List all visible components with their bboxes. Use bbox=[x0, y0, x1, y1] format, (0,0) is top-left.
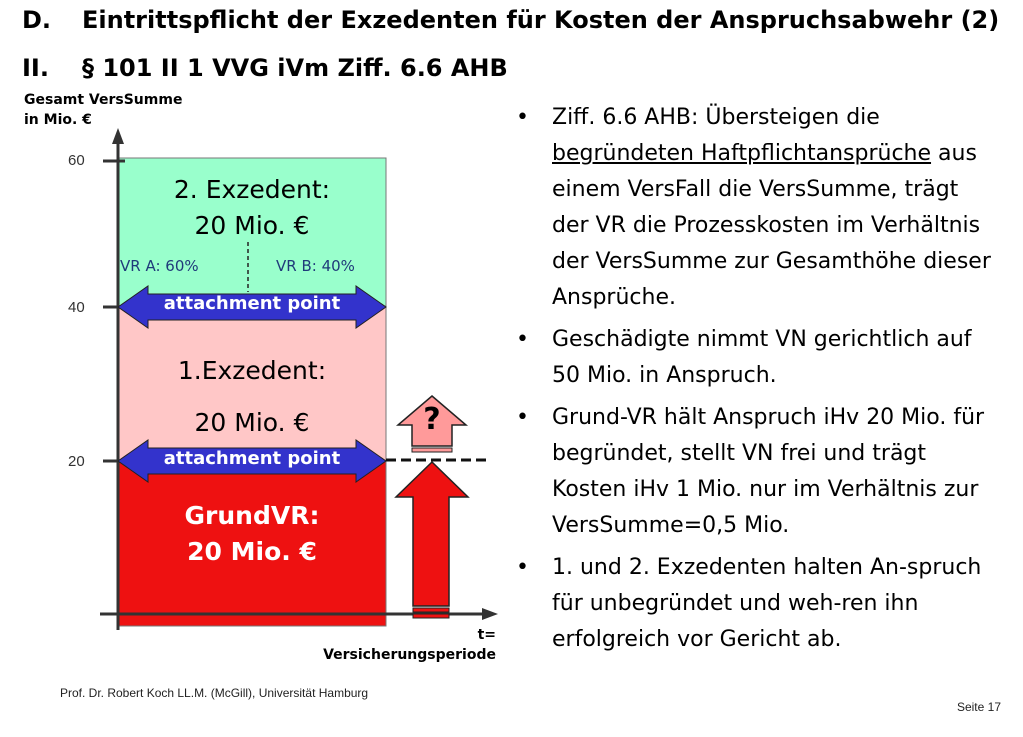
exzedent1-label bbox=[118, 345, 386, 449]
x-axis-label-line2: Versicherungsperiode bbox=[323, 647, 496, 663]
claim-up-arrow bbox=[396, 462, 468, 606]
list-item bbox=[510, 100, 1000, 316]
x-axis-arrowhead bbox=[482, 608, 498, 620]
vr-b-share: VR B: 40% bbox=[276, 257, 355, 275]
attachment-point-label-bottom: attachment point bbox=[163, 448, 341, 469]
page-number: Seite 17 bbox=[956, 700, 1001, 714]
bullet-text-part: Ziff. 6.6 AHB: Übersteigen die bbox=[552, 105, 880, 130]
bullet-icon: • bbox=[516, 327, 529, 352]
bullet-list bbox=[510, 100, 1000, 664]
vr-a-share: VR A: 60% bbox=[120, 257, 199, 275]
y-axis-label-line1: Gesamt VersSumme bbox=[24, 92, 183, 108]
attachment-point-label-top: attachment point bbox=[163, 293, 341, 314]
bullet-text: Geschädigte nimmt VN gerichtlich auf 50 Mio. in Anspruch. bbox=[552, 327, 972, 388]
footer-author: Prof. Dr. Robert Koch LL.M. (McGill), Universität Hamburg bbox=[60, 686, 369, 700]
y-axis-label-line2: in Mio. € bbox=[24, 112, 92, 128]
tick-label-60: 60 bbox=[68, 152, 85, 169]
x-axis-label-line1: t= bbox=[477, 627, 496, 643]
tick-label-20: 20 bbox=[68, 453, 85, 470]
grund-label bbox=[118, 498, 386, 570]
bullet-text: 1. und 2. Exzedenten halten An-spruch für unbegründet und weh-ren ihn erfolgreich vor Gericht ab. bbox=[552, 555, 982, 652]
exzedent2-line2: 20 Mio. € bbox=[194, 211, 310, 240]
grund-line1: GrundVR: bbox=[184, 501, 320, 530]
bullet-text-underlined: begründeten Haftpflichtansprüche bbox=[552, 141, 932, 166]
title-text: Eintrittspflicht der Exzedenten für Kosten der Anspruchsabwehr (2) bbox=[82, 6, 1000, 34]
list-item bbox=[510, 550, 1000, 658]
tick-label-40: 40 bbox=[68, 299, 85, 316]
title-number: D. bbox=[22, 6, 52, 34]
question-mark-label: ? bbox=[423, 402, 441, 437]
grund-line2: 20 Mio. € bbox=[187, 537, 317, 566]
bullet-icon: • bbox=[516, 555, 529, 580]
exzedent1-line1: 1.Exzedent: bbox=[177, 356, 327, 385]
exzedent2-line1: 2. Exzedent: bbox=[173, 175, 331, 204]
question-arrow-stripe bbox=[412, 448, 452, 452]
subtitle-number: II. bbox=[22, 54, 49, 82]
y-axis-label bbox=[24, 90, 182, 130]
claim-arrow-stripe bbox=[413, 614, 449, 618]
list-item bbox=[510, 322, 1000, 394]
x-axis-label bbox=[300, 625, 496, 665]
bullet-icon: • bbox=[516, 405, 529, 430]
exzedent2-label bbox=[118, 172, 386, 244]
claim-arrow-stripe bbox=[413, 608, 449, 612]
list-item bbox=[510, 400, 1000, 544]
exzedent1-line2: 20 Mio. € bbox=[194, 408, 310, 437]
subtitle-text: § 101 II 1 VVG iVm Ziff. 6.6 AHB bbox=[82, 54, 508, 82]
bullet-text-part: aus einem VersFall die VersSumme, trägt der VR die Prozesskosten im Verhältnis der VersSumme zur Gesamthöhe dieser Ansprüche. bbox=[552, 141, 991, 310]
bullet-icon: • bbox=[516, 105, 529, 130]
y-axis-arrowhead bbox=[112, 128, 124, 144]
bullet-text: Grund-VR hält Anspruch iHv 20 Mio. für begründet, stellt VN frei und trägt Kosten iHv 1 Mio. nur im Verhältnis zur VersSumme=0,5 Mio. bbox=[552, 405, 985, 538]
